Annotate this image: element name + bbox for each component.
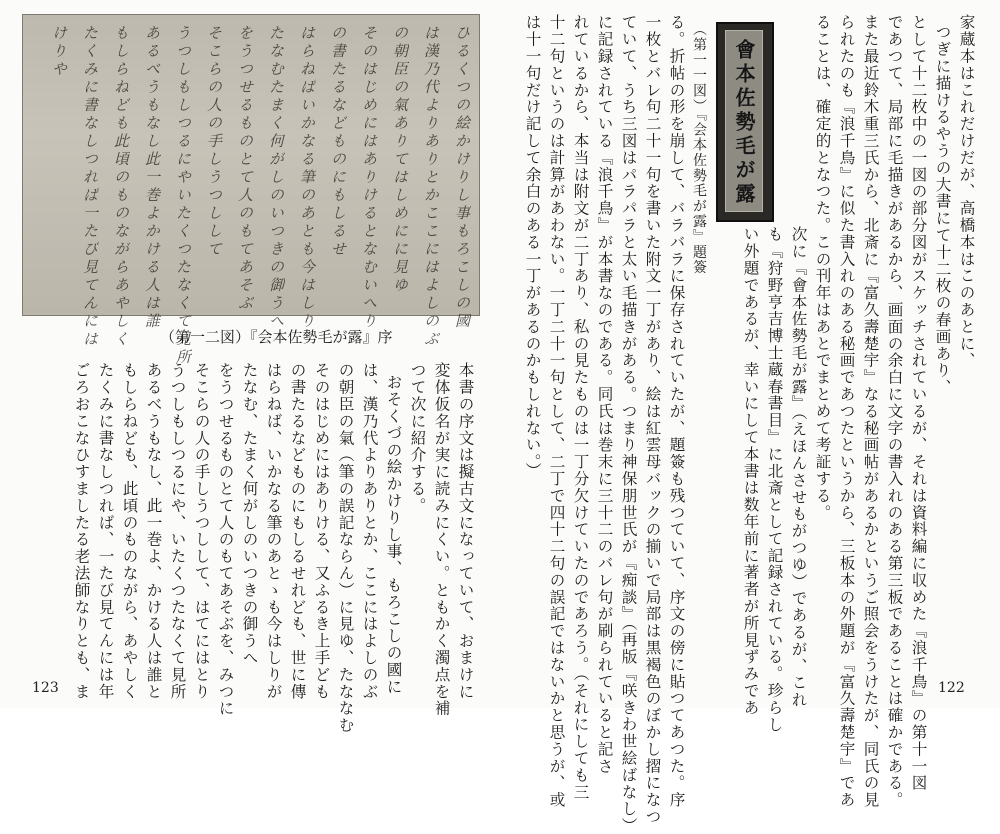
text-column: であつて、局部に毛描きがあるから、画面の余白に文字の書入れのある第三板であることは確かである。 [885,14,904,809]
text-column: つぎに描けるやうの大書にて十二枚の春画あり、 [933,24,952,396]
manuscript-line: たなむたまく何がしのいつきの御うへ [267,25,285,331]
text-column: 本書の序文は擬古文になっていて、おまけに [456,362,475,700]
text-column: はらねば、いかなる筆のあとゝも今はしりが [264,362,283,700]
manuscript-line: そこらの人の手しうつしして [205,25,223,259]
text-column: ていて、うち三図はパラパラと太い毛描きがある。つまり神保朋世氏が『痴談』（再版『咲きわ世絵ばなし） [619,14,638,834]
right-page [500,0,1000,834]
text-column: もしらねども、此頃のものながら、あやしく [120,362,139,700]
text-column: 一枚とバレ句二十一句を書いた附文一丁があり、絵は紅雲母バックの揃いで局部は黒褐色のぼかし摺になつ [643,14,662,826]
manuscript-line: をうつせるものとて人のもてあそぶ [236,25,254,313]
text-column: の書たるなどものにもしるせれども、世に傳 [288,362,307,700]
text-column: たくみに書なしつれば、一たび見てんには年 [96,362,115,700]
text-column: 次に『會本佐勢毛が露』（えほんさせもがつゆ）であるが、これ [789,226,808,709]
text-column: い外題であるが、幸いにして本書は数年前に著者が所見ずみであ [741,226,760,717]
text-column: も『狩野亨吉博士蔵春書目』に北斎として記録されている。珍らし [765,226,784,733]
text-column: つて次に紹介する。 [408,362,427,515]
text-column: る。折帖の形を崩して、バラバラに保存されていたが、題簽も残つていて、序文の傍に貼つてあつた。序 [667,14,686,809]
text-column: れているから、本当は附文が二丁あり、私の見たものは一丁分欠けていたのであろう。（それにしても三 [571,14,590,801]
manuscript-line: の朝臣の氣ありてはしめにに見ゆ [391,25,409,295]
manuscript-line: の書たるなどものにもしるせ [329,25,347,259]
figure-11-caption: （第一一図）『会本佐勢毛が露』題簽 [691,22,707,276]
manuscript-line: けりや [50,25,68,79]
text-column: おそくづの絵かけりし事、もろこしの國に [384,374,403,696]
text-column: ごろおこなひすましたる老法師なりとも、ま [72,362,91,700]
manuscript-line: あるべうもなし此一巻よかける人は誰 [143,25,161,331]
text-column: うつしもしつるにや、いたくつたなくて見所 [168,362,187,700]
text-column: に記録されている『浪千鳥』が本書なのである。同氏は巻末に三十二のバレ句が刷られていると記さ [595,14,614,775]
text-column: たなむ、たまく何がしのいつきの御うへ [240,362,259,667]
text-column: の朝臣の氣（筆の誤記ならん）に見ゆ、たななむ [336,362,355,734]
manuscript-line: は漢乃代よりありとかここにはよしのぶ [422,25,440,349]
manuscript-line: うつしもしつるにやいたくつたなくて見所 [174,25,192,367]
title-slip-photo [716,22,774,222]
page-number: 123 [32,680,59,696]
text-column: 十二句というのは計算があわない。一丁二十一句として、二丁で四十二句の誤記ではないかと思うが、或 [547,14,566,809]
text-column: また最近鈴木重三氏から、北斎に『富久壽楚宇』なる秘画帖があるかというご照会をうけたが、同氏の見 [861,14,880,809]
title-slip-label [725,30,763,212]
text-column: あるべうもなし、此一巻よ、かける人は誰と [144,362,163,700]
text-column: をうつせるものとて人のもてあそぶを、みつに [216,362,235,717]
text-column: そのはじめにはありける、又ふるき上手ども [312,362,331,700]
text-column: は十一句だけ記して余白のある一丁があるのかもしれない。） [523,14,542,480]
text-column: 変体仮名が実に読みにくい。ともかく濁点を補 [432,362,451,717]
manuscript-line: はらねばいかなる筆のあとも今はしり [298,25,316,331]
manuscript-line: ひるくつの絵かけりし事もろこしの國 [453,25,471,331]
text-column: として十二枚中の一図の部分図がスケッチされているが、それは資料編に収めた『浪千鳥』の第十一図 [909,14,928,792]
figure-12-caption: （第一二図）『会本佐勢毛が露』序 [160,328,393,346]
text-column: は、漢乃代よりありとか、ここにはよしのぶ [360,362,379,700]
text-column: そこらの人の手しうつしして、はてにはとり [192,362,211,700]
title-slip-text: 會本佐勢毛が露 [732,39,756,207]
text-column: 家蔵本はこれだけだが、高橋本はこのあとに、 [957,14,976,369]
manuscript-line: そのはじめにはありけるとなむいへり [360,25,378,331]
left-page [0,0,500,734]
text-column: ることは、確定的となつた。この刊年はあとでまとめて考証する。 [813,14,832,521]
manuscript-line: たくみに書なしつれば一たび見てんには [81,25,99,349]
text-column: られたのも『浪千鳥』に似た書入れのある秘画であつたというから、三板本の外題が『富久壽楚宇』であ [837,14,856,809]
manuscript-line: もしらねども此頃のものながらあやしく [112,25,130,349]
page-number: 122 [938,680,965,696]
